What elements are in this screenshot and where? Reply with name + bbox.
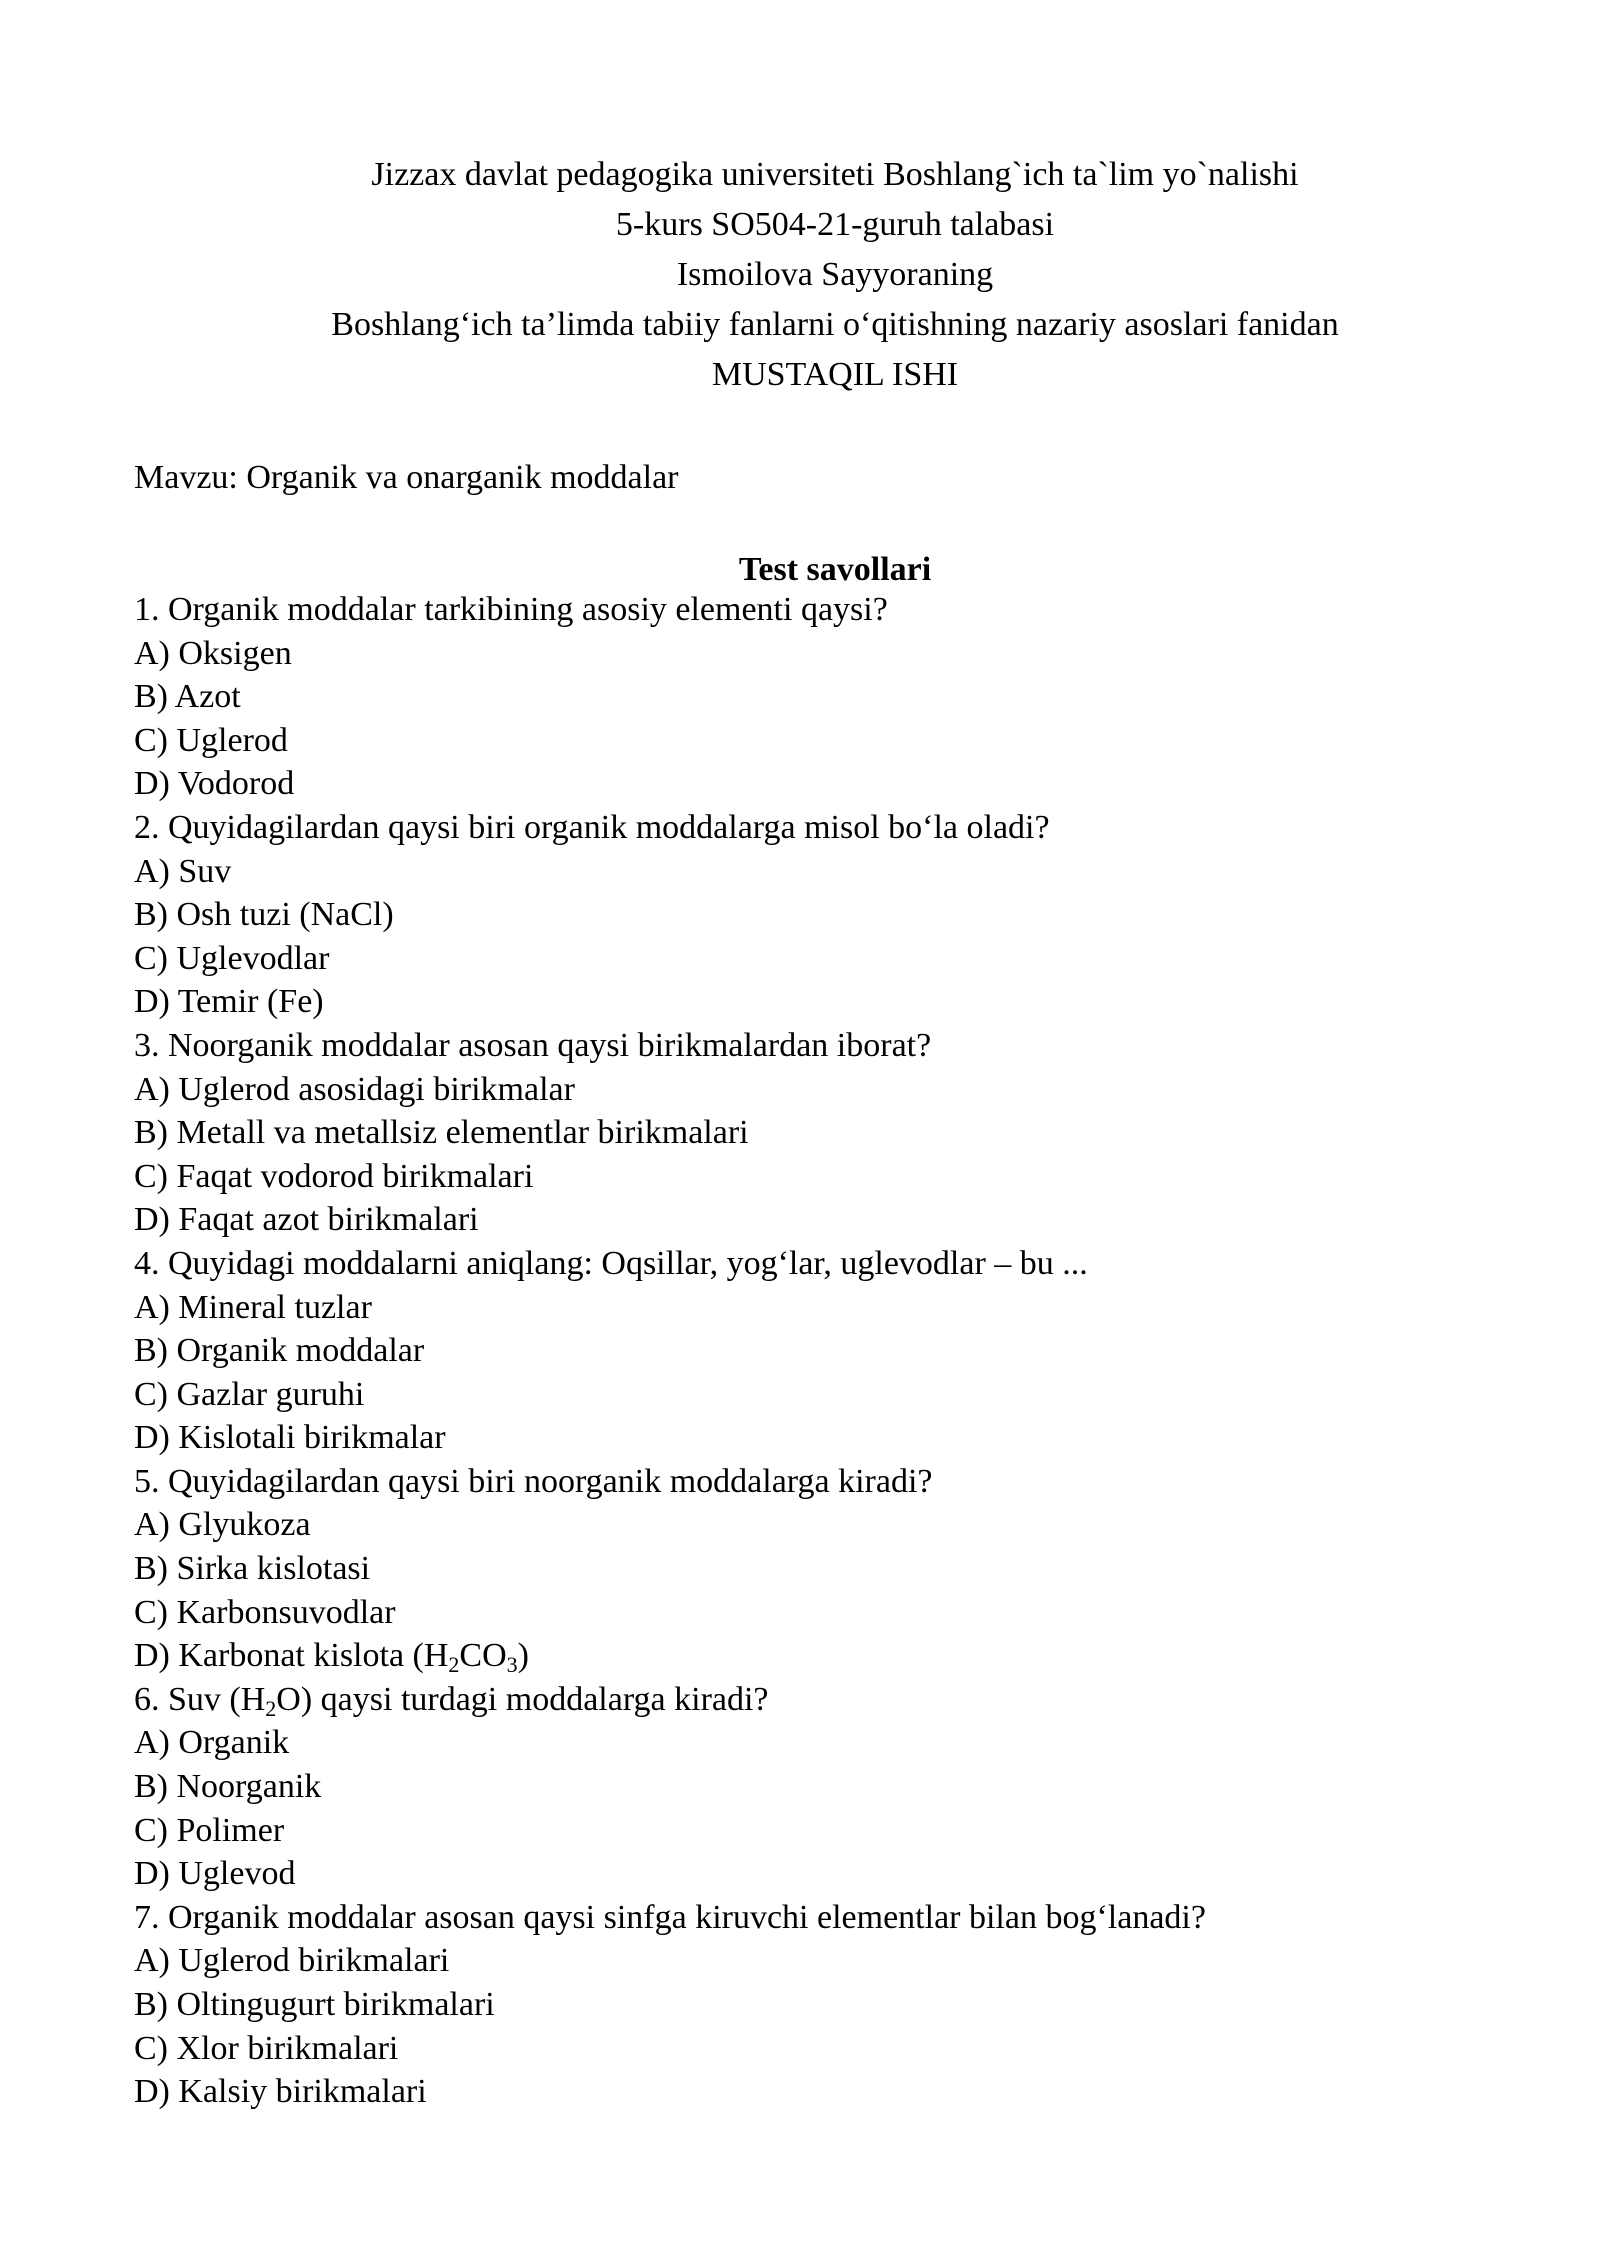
answer-option: A) Mineral tuzlar	[134, 1288, 372, 1326]
formula-mid: CO	[459, 1637, 507, 1675]
question-block	[134, 1024, 1206, 1242]
answer-option: C) Polimer	[134, 1811, 285, 1849]
answer-option: D) Faqat azot birikmalari	[134, 1201, 479, 1239]
answer-option: D) Temir (Fe)	[134, 983, 324, 1021]
test-title: Test savollari	[738, 551, 932, 588]
answer-option: A) Uglerod birikmalari	[134, 1942, 450, 1980]
question-prefix: 6. Suv (H	[134, 1680, 266, 1718]
subscript: 2	[448, 1652, 460, 1678]
formula-prefix: D) Karbonat kislota (H	[134, 1637, 449, 1675]
answer-option: A) Oksigen	[134, 634, 292, 672]
answer-option: D) Vodorod	[134, 765, 295, 803]
answer-option: A) Glyukoza	[134, 1506, 311, 1544]
answer-option: B) Osh tuzi (NaCl)	[134, 896, 394, 934]
question-block	[134, 806, 1206, 1024]
question-block	[134, 1678, 1206, 1896]
question-suffix: O) qaysi turdagi moddalarga kiradi?	[276, 1680, 769, 1718]
answer-option: A) Organik	[134, 1724, 290, 1762]
questions-list	[134, 588, 1206, 2114]
formula-suffix: )	[517, 1637, 529, 1675]
answer-option-formula	[134, 1634, 1206, 1678]
question-block	[134, 1242, 1206, 1460]
answer-option: C) Faqat vodorod birikmalari	[134, 1157, 534, 1195]
answer-option: B) Oltingugurt birikmalari	[134, 1986, 495, 2023]
topic-line: Mavzu: Organik va onarganik moddalar	[134, 459, 679, 496]
answer-option: D) Kalsiy birikmalari	[134, 2073, 427, 2111]
answer-option: C) Karbonsuvodlar	[134, 1593, 396, 1631]
question-text-formula	[134, 1678, 1206, 1722]
answer-option: D) Uglevod	[134, 1855, 296, 1893]
answer-option: C) Uglerod	[134, 721, 288, 759]
question-block	[134, 588, 1206, 806]
question-text: 5. Quyidagilardan qaysi biri noorganik moddalarga kiradi?	[134, 1462, 933, 1500]
answer-option: C) Uglevodlar	[134, 939, 330, 977]
question-block	[134, 1460, 1206, 1678]
subscript: 3	[506, 1652, 518, 1678]
work-type-line: MUSTAQIL ISHI	[711, 356, 959, 393]
question-text: 1. Organik moddalar tarkibining asosiy elementi qaysi?	[134, 591, 888, 628]
answer-option: B) Organik moddalar	[134, 1332, 425, 1370]
question-text: 7. Organik moddalar asosan qaysi sinfga kiruvchi elementlar bilan bog‘lanadi?	[134, 1898, 1206, 1936]
student-name-line: Ismoilova Sayyoraning	[676, 256, 994, 293]
group-line: 5-kurs SO504-21-guruh talabasi	[615, 206, 1055, 243]
question-text: 2. Quyidagilardan qaysi biri organik moddalarga misol bo‘la oladi?	[134, 808, 1050, 846]
answer-option: B) Azot	[134, 678, 241, 716]
answer-option: C) Xlor birikmalari	[134, 2029, 399, 2067]
subscript: 2	[265, 1695, 277, 1721]
answer-option: C) Gazlar guruhi	[134, 1375, 365, 1413]
question-text: 4. Quyidagi moddalarni aniqlang: Oqsillar, yog‘lar, uglevodlar – bu ...	[134, 1244, 1088, 1282]
answer-option: B) Sirka kislotasi	[134, 1550, 371, 1588]
answer-option: B) Metall va metallsiz elementlar birikmalari	[134, 1114, 749, 1152]
answer-option: A) Uglerod asosidagi birikmalar	[134, 1070, 575, 1108]
university-line: Jizzax davlat pedagogika universiteti Boshlang`ich ta`lim yo`nalishi	[371, 156, 1299, 193]
answer-option: B) Noorganik	[134, 1768, 322, 1806]
answer-option: A) Suv	[134, 852, 232, 890]
answer-option: D) Kislotali birikmalar	[134, 1419, 446, 1457]
document-header	[0, 150, 1600, 400]
question-text: 3. Noorganik moddalar asosan qaysi birikmalardan iborat?	[134, 1026, 932, 1064]
subject-line: Boshlang‘ich ta’limda tabiiy fanlarni o‘qitishning nazariy asoslari fanidan	[331, 306, 1339, 343]
question-block	[134, 1896, 1206, 2114]
